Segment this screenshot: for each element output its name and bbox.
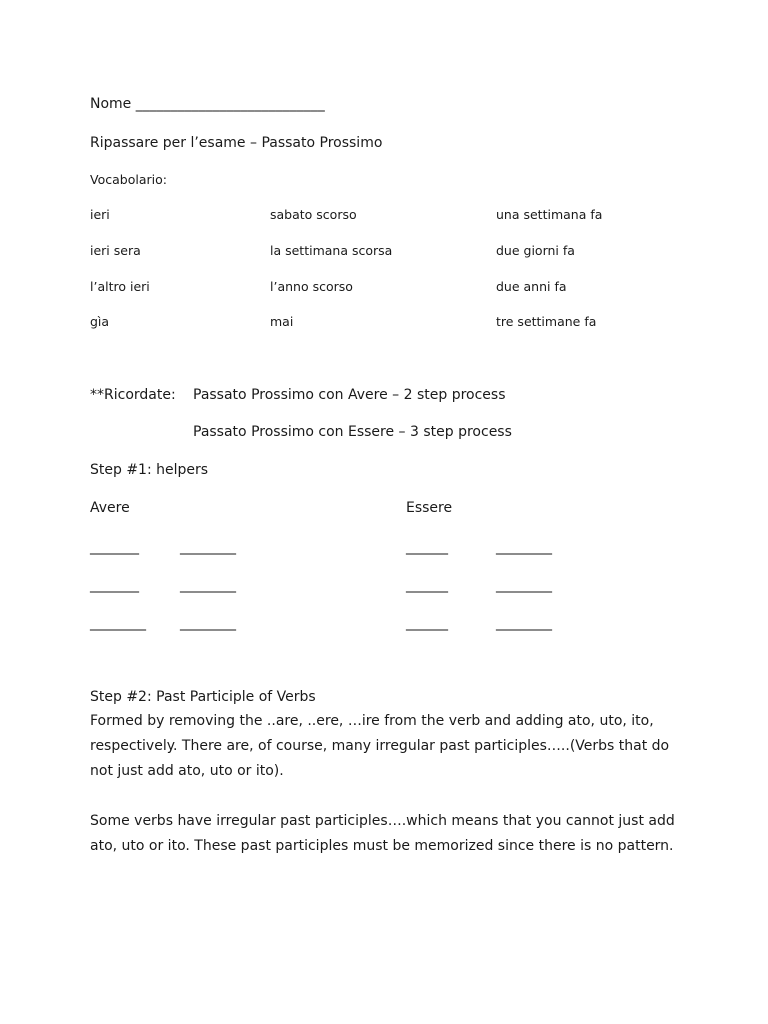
avere-blank: ________ <box>180 615 236 631</box>
essere-blank: ________ <box>496 615 552 631</box>
essere-label: Essere <box>406 500 453 516</box>
avere-blank: _______ <box>90 577 139 593</box>
avere-blank: ________ <box>180 577 236 593</box>
essere-blank: ______ <box>406 577 448 593</box>
reminder-line-avere: Passato Prossimo con Avere – 2 step process <box>193 387 506 403</box>
step2-heading: Step #2: Past Participle of Verbs <box>90 689 316 705</box>
vocab-cell: gìa <box>90 314 110 329</box>
vocab-cell: due anni fa <box>496 279 567 294</box>
essere-blank: ________ <box>496 539 552 555</box>
reminder-prefix: **Ricordate: <box>90 387 176 403</box>
step2-paragraph: Formed by removing the ..are, ..ere, …ire from the verb and adding ato, uto, ito, respectively. There are, of course, many irregular past participles…..(Verbs that do not just add ato, uto or ito). <box>90 713 670 779</box>
avere-blank: ________ <box>90 615 146 631</box>
vocabulary-label: Vocabolario: <box>90 172 167 187</box>
essere-blank: ______ <box>406 539 448 555</box>
vocab-cell: ieri sera <box>90 243 141 258</box>
avere-label: Avere <box>90 500 130 516</box>
step1-heading: Step #1: helpers <box>90 462 209 478</box>
vocab-cell: due giorni fa <box>496 243 575 258</box>
vocab-cell: la settimana scorsa <box>270 243 393 258</box>
vocab-cell: una settimana fa <box>496 207 603 222</box>
irregular-participles-paragraph: Some verbs have irregular past participles….which means that you cannot just add ato, uto or ito. These past participles must be memorized since there is no pattern. <box>90 813 675 854</box>
vocab-cell: l’altro ieri <box>90 279 150 294</box>
vocab-cell: sabato scorso <box>270 207 357 222</box>
reminder-line-essere: Passato Prossimo con Essere – 3 step process <box>193 424 512 440</box>
vocab-cell: l’anno scorso <box>270 279 353 294</box>
essere-blank: ________ <box>496 577 552 593</box>
avere-blank: ________ <box>180 539 236 555</box>
essere-blank: ______ <box>406 615 448 631</box>
vocab-cell: ieri <box>90 207 110 222</box>
page-title: Ripassare per l’esame – Passato Prossimo <box>90 135 383 151</box>
avere-blank: _______ <box>90 539 139 555</box>
vocab-cell: tre settimane fa <box>496 314 597 329</box>
name-line: Nome ___________________________ <box>90 96 325 112</box>
vocab-cell: mai <box>270 314 294 329</box>
